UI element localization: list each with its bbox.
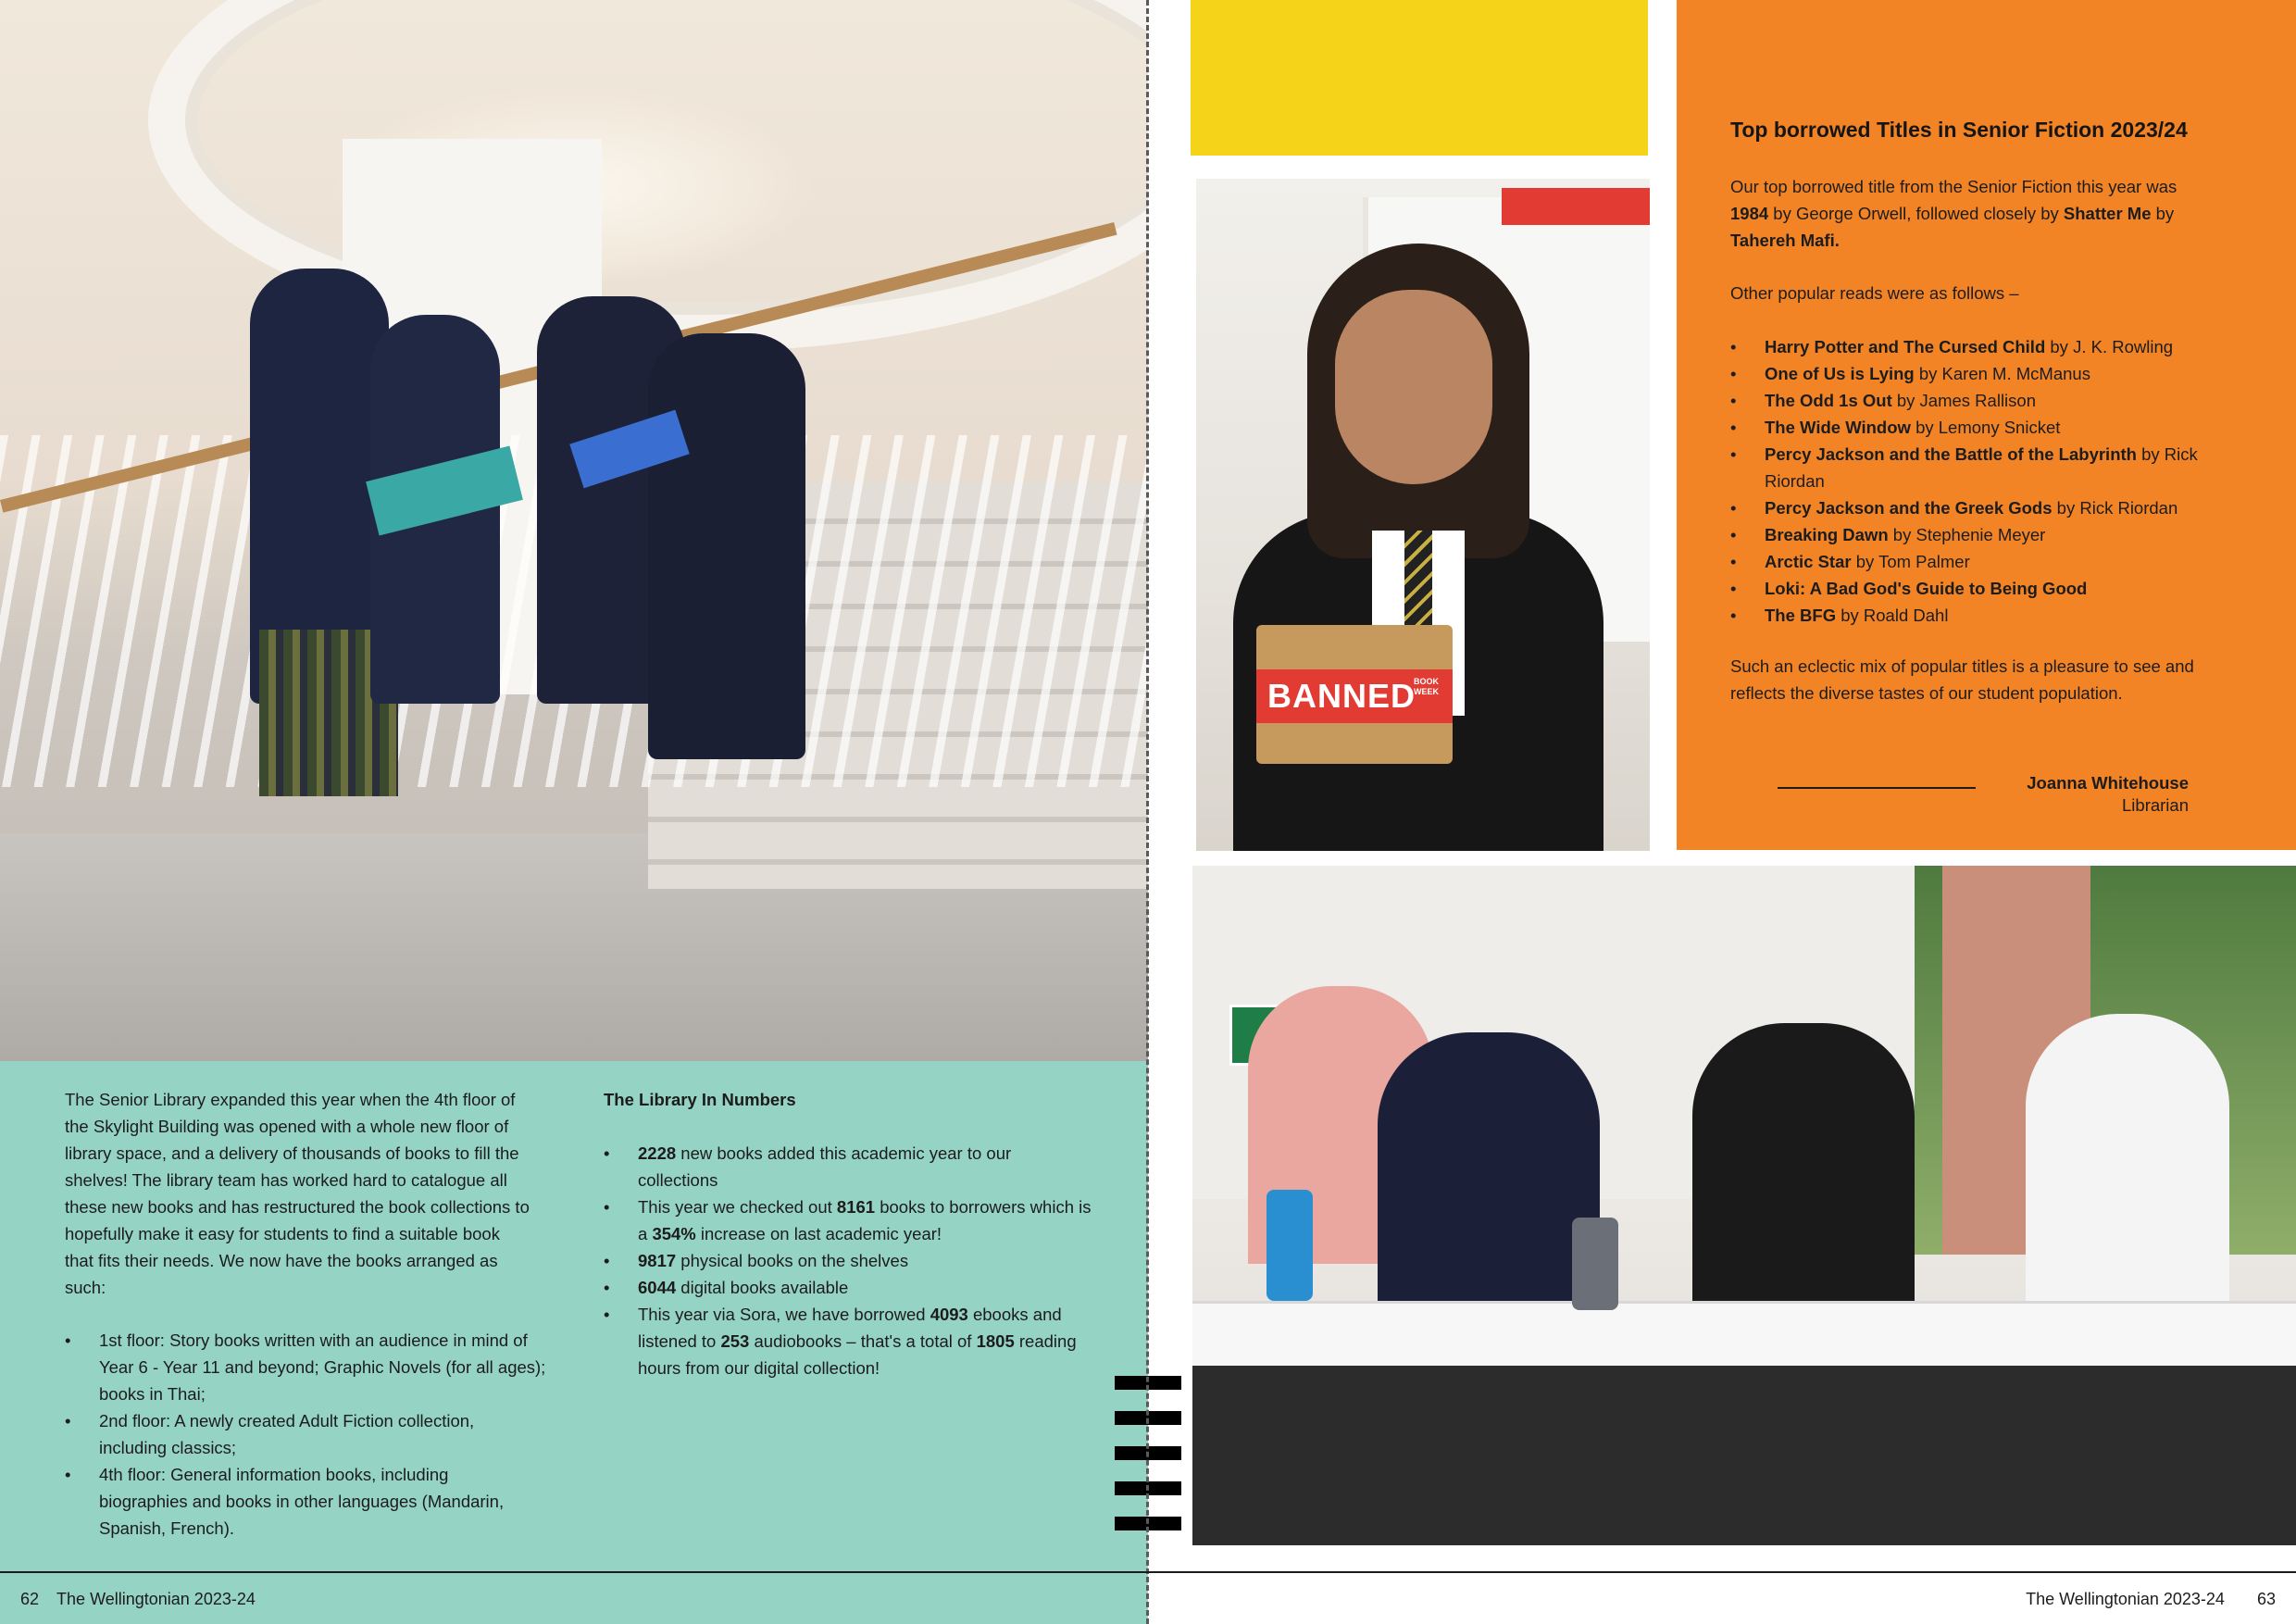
book-author: by J. K. Rowling <box>2045 337 2174 356</box>
banned-subtext: BOOK WEEK <box>1414 677 1439 696</box>
yellow-color-block <box>1191 0 1648 156</box>
stat-number: 2228 <box>638 1143 677 1163</box>
list-item <box>604 1301 1131 1381</box>
signature-name: Joanna Whitehouse <box>2027 773 2189 793</box>
page-number: 62 <box>20 1590 40 1608</box>
list-item-line: • 4th floor: General information books, including <box>99 1465 449 1484</box>
lead-line: Our top borrowed title from the Senior Fiction this year was <box>1730 177 2177 196</box>
list-item <box>604 1140 1131 1193</box>
intro-line: The Senior Library expanded this year when the 4th floor of <box>65 1090 516 1109</box>
list-item <box>65 1407 583 1461</box>
stat-number: 8161 <box>836 1197 876 1217</box>
panel-title: Top borrowed Titles in Senior Fiction 2023/24 <box>1730 118 2188 142</box>
stat-text: This year we checked out <box>638 1197 837 1217</box>
floor-list <box>65 1327 583 1542</box>
book-author: by James Rallison <box>1891 391 2036 410</box>
signature-role: Librarian <box>2122 795 2189 815</box>
author-bold: Tahereh Mafi. <box>1730 231 1840 250</box>
stat-text: ebooks and <box>967 1305 1062 1324</box>
title-bold: 1984 <box>1730 204 1769 223</box>
list-item <box>1730 360 2240 387</box>
numbers-list <box>604 1140 1131 1381</box>
banned-text: BANNED <box>1267 677 1416 715</box>
stairwell-photo <box>0 0 1148 1061</box>
lead-text: by George Orwell, followed closely by <box>1768 204 2064 223</box>
board-banner-decor <box>1502 188 1650 225</box>
book-title: Harry Potter and The Cursed Child <box>1765 337 2046 356</box>
water-bottle-decor <box>1267 1190 1313 1301</box>
signature-block <box>1981 772 2189 817</box>
list-item <box>1730 521 2240 548</box>
stat-number: 6044 <box>638 1278 677 1297</box>
stat-text: a <box>638 1224 653 1243</box>
list-item <box>1730 387 2240 414</box>
lab-bench-decor <box>1192 1301 2296 1368</box>
list-item <box>65 1461 583 1542</box>
list-item <box>604 1247 1131 1274</box>
list-item <box>1730 333 2240 360</box>
stat-number: 354% <box>652 1224 696 1243</box>
stat-text: digital books available <box>676 1278 849 1297</box>
book-title: Percy Jackson and the Battle of the Labyrinth <box>1765 444 2137 464</box>
student-face <box>1335 290 1492 484</box>
book-title: One of Us is Lying <box>1765 364 1915 383</box>
titles-list <box>1730 333 2240 629</box>
book-author: by Tom Palmer <box>1851 552 1970 571</box>
stat-text: physical books on the shelves <box>676 1251 909 1270</box>
page-number: 63 <box>2256 1590 2276 1608</box>
stat-text: increase on last academic year! <box>695 1224 942 1243</box>
book-title: Percy Jackson and the Greek Gods <box>1765 498 2053 518</box>
lead-text: by <box>2151 204 2175 223</box>
list-item-line: • 1st floor: Story books written with an audience in mind of <box>99 1330 528 1350</box>
list-item <box>604 1193 1131 1247</box>
publication-name: The Wellingtonian 2023-24 <box>56 1590 256 1608</box>
student-figure <box>648 333 805 759</box>
book-title: The Odd 1s Out <box>1765 391 1892 410</box>
book-title: The Wide Window <box>1765 418 1911 437</box>
numbers-heading: The Library In Numbers <box>604 1090 796 1109</box>
intro-line: these new books and has restructured the book collections to <box>65 1197 530 1217</box>
stat-text: collections <box>638 1170 718 1190</box>
footer-rule-left <box>0 1571 1148 1573</box>
stat-text: books to borrowers which is <box>875 1197 1092 1217</box>
banned-label <box>1256 669 1453 723</box>
lab-cabinet-decor <box>1192 1366 2296 1545</box>
student-figure <box>1378 1032 1600 1310</box>
book-author: by Karen M. McManus <box>1914 364 2090 383</box>
book-author: by Stephenie Meyer <box>1888 525 2046 544</box>
list-item-line: Year 6 - Year 11 and beyond; Graphic Novels (for all ages); <box>99 1357 546 1377</box>
book-title: Arctic Star <box>1765 552 1852 571</box>
stat-number: 253 <box>720 1331 750 1351</box>
intro-line: the Skylight Building was opened with a whole new floor of <box>65 1117 509 1136</box>
student-figure <box>2026 1014 2229 1319</box>
closing-paragraph <box>1730 653 2277 706</box>
stat-text: reading <box>1014 1331 1077 1351</box>
stat-text: new books added this academic year to our <box>676 1143 1012 1163</box>
stat-number: 1805 <box>976 1331 1015 1351</box>
student-figure <box>1692 1023 1915 1319</box>
intro-line: hopefully make it easy for students to find a suitable book <box>65 1224 500 1243</box>
stat-text: This year via Sora, we have borrowed <box>638 1305 930 1324</box>
book-author: by Roald Dahl <box>1836 606 1949 625</box>
book-title: The BFG <box>1765 606 1837 625</box>
list-item <box>1730 494 2240 521</box>
list-item-line: Spanish, French). <box>99 1518 235 1538</box>
book-author: by Rick <box>2136 444 2198 464</box>
stat-text: listened to <box>638 1331 721 1351</box>
list-item <box>1730 602 2240 629</box>
page-gutter-line <box>1146 0 1149 1624</box>
library-intro <box>65 1086 583 1301</box>
book-author: by Rick Riordan <box>2052 498 2178 518</box>
list-item <box>1730 441 2240 494</box>
list-item <box>604 1274 1131 1301</box>
list-item-line: • 2nd floor: A newly created Adult Fiction collection, <box>99 1411 475 1430</box>
science-lab-photo <box>1192 866 2296 1545</box>
footer-left <box>20 1589 256 1609</box>
intro-line: library space, and a delivery of thousands of books to fill the <box>65 1143 519 1163</box>
stat-text: audiobooks – that's a total of <box>749 1331 977 1351</box>
title-bold: Shatter Me <box>2063 204 2152 223</box>
list-item <box>1730 548 2240 575</box>
footer-rule-right <box>1148 1571 2296 1573</box>
stat-number: 4093 <box>930 1305 968 1324</box>
book-author: by Lemony Snicket <box>1910 418 2061 437</box>
lead-paragraph <box>1730 173 2277 254</box>
list-item-line: books in Thai; <box>99 1384 206 1404</box>
list-item-line: biographies and books in other languages (Mandarin, <box>99 1492 505 1511</box>
list-item-line: including classics; <box>99 1438 237 1457</box>
water-bottle-decor <box>1572 1218 1618 1310</box>
closing-line: reflects the diverse tastes of our student population. <box>1730 683 2123 703</box>
intro-line: that fits their needs. We now have the books arranged as <box>65 1251 498 1270</box>
list-item <box>1730 414 2240 441</box>
list-item <box>1730 575 2240 602</box>
book-title: Breaking Dawn <box>1765 525 1889 544</box>
intro-line: such: <box>65 1278 106 1297</box>
signature-line <box>1778 787 1976 789</box>
list-item <box>65 1327 583 1407</box>
footer-right <box>2026 1589 2276 1609</box>
publication-name: The Wellingtonian 2023-24 <box>2026 1590 2225 1608</box>
stat-number: 9817 <box>638 1251 677 1270</box>
stat-text: hours from our digital collection! <box>638 1358 880 1378</box>
other-intro: Other popular reads were as follows – <box>1730 283 2019 303</box>
intro-line: shelves! The library team has worked hard to catalogue all <box>65 1170 507 1190</box>
book-title: Loki: A Bad God's Guide to Being Good <box>1765 579 2088 598</box>
book-author: Riordan <box>1765 471 1825 491</box>
banned-books-photo <box>1196 179 1650 851</box>
closing-line: Such an eclectic mix of popular titles is a pleasure to see and <box>1730 656 2194 676</box>
book-box <box>1256 625 1453 764</box>
